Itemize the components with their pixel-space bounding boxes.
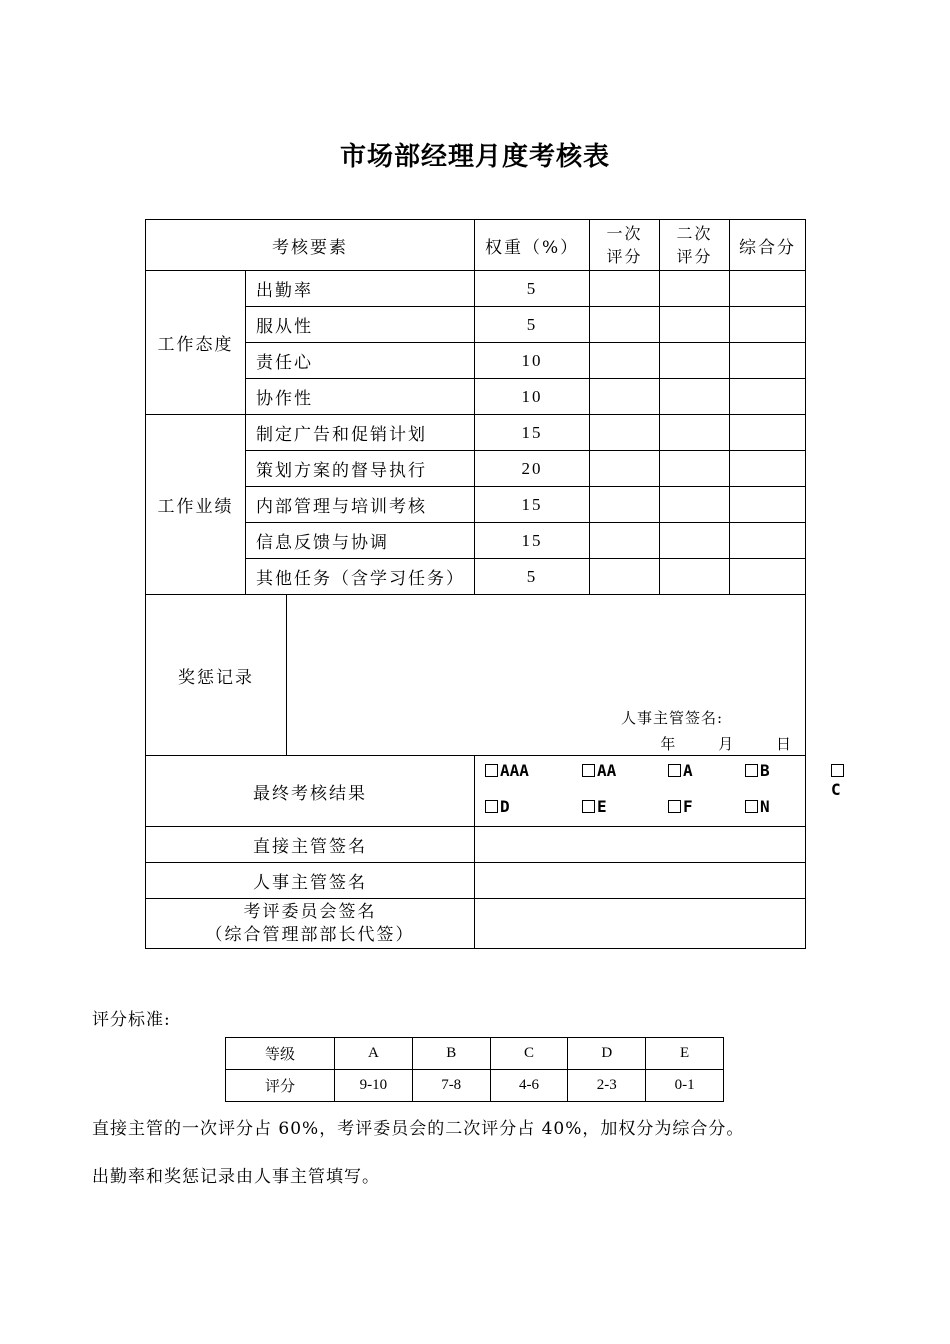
score-d: 2-3 bbox=[568, 1070, 646, 1102]
final-result-options bbox=[475, 756, 841, 827]
grade-header: 等级 bbox=[226, 1038, 335, 1070]
committee-sign-field[interactable] bbox=[475, 899, 806, 949]
committee-note: （综合管理部部长代签） bbox=[205, 924, 415, 945]
second-score-cell[interactable] bbox=[660, 523, 730, 559]
direct-supervisor-sign-field[interactable] bbox=[475, 827, 806, 863]
first-score-cell[interactable] bbox=[590, 307, 660, 343]
final-result-label: 最终考核结果 bbox=[146, 756, 475, 827]
first-score-cell[interactable] bbox=[590, 271, 660, 307]
option-aa[interactable]: AA bbox=[582, 761, 616, 780]
item-attendance: 出勤率 bbox=[246, 271, 475, 307]
second-score-cell[interactable] bbox=[660, 307, 730, 343]
page-title: 市场部经理月度考核表 bbox=[339, 142, 610, 172]
score-c: 4-6 bbox=[490, 1070, 568, 1102]
group-attitude: 工作态度 bbox=[146, 271, 246, 415]
year-label: 年 bbox=[660, 735, 676, 753]
committee-title: 考评委员会签名 bbox=[243, 901, 377, 922]
checkbox-icon[interactable] bbox=[582, 764, 595, 777]
option-c[interactable]: C bbox=[831, 761, 846, 799]
option-n[interactable]: N bbox=[745, 797, 770, 816]
note-weighting: 直接主管的一次评分占 60%，考评委员会的二次评分占 40%，加权分为综合分。 bbox=[92, 1119, 745, 1139]
checkbox-icon[interactable] bbox=[831, 764, 844, 777]
checkbox-icon[interactable] bbox=[668, 764, 681, 777]
checkbox-icon[interactable] bbox=[745, 800, 758, 813]
grade-standard-table bbox=[225, 1037, 724, 1102]
grade-d: D bbox=[568, 1038, 646, 1070]
item-cooperation: 协作性 bbox=[246, 379, 475, 415]
day-label: 日 bbox=[776, 735, 792, 753]
hr-supervisor-label: 人事主管签名 bbox=[146, 863, 475, 899]
second-score-cell[interactable] bbox=[660, 271, 730, 307]
weight-cell: 20 bbox=[475, 451, 590, 487]
second-score-cell[interactable] bbox=[660, 343, 730, 379]
first-score-cell[interactable] bbox=[590, 415, 660, 451]
grade-a: A bbox=[335, 1038, 413, 1070]
checkbox-icon[interactable] bbox=[668, 800, 681, 813]
header-weight: 权重（%） bbox=[475, 220, 590, 271]
reward-record-field[interactable] bbox=[287, 595, 806, 756]
note-attendance: 出勤率和奖惩记录由人事主管填写。 bbox=[92, 1167, 380, 1187]
first-score-cell[interactable] bbox=[590, 379, 660, 415]
header-second-score: 二次评分 bbox=[660, 220, 730, 271]
score-header: 评分 bbox=[226, 1070, 335, 1102]
checkbox-icon[interactable] bbox=[485, 764, 498, 777]
weight-cell: 15 bbox=[475, 487, 590, 523]
item-internal-management: 内部管理与培训考核 bbox=[246, 487, 475, 523]
group-performance: 工作业绩 bbox=[146, 415, 246, 595]
first-score-cell[interactable] bbox=[590, 559, 660, 595]
reward-label: 奖惩记录 bbox=[146, 595, 287, 756]
weight-cell: 15 bbox=[475, 415, 590, 451]
first-score-cell[interactable] bbox=[590, 451, 660, 487]
grade-c: C bbox=[490, 1038, 568, 1070]
hr-supervisor-sign-field[interactable] bbox=[475, 863, 806, 899]
header-first-score: 一次评分 bbox=[590, 220, 660, 271]
weight-cell: 5 bbox=[475, 271, 590, 307]
item-ad-plan: 制定广告和促销计划 bbox=[246, 415, 475, 451]
total-score-cell[interactable] bbox=[730, 523, 806, 559]
total-score-cell[interactable] bbox=[730, 559, 806, 595]
checkbox-icon[interactable] bbox=[745, 764, 758, 777]
first-score-cell[interactable] bbox=[590, 487, 660, 523]
total-score-cell[interactable] bbox=[730, 415, 806, 451]
second-score-cell[interactable] bbox=[660, 451, 730, 487]
grade-e: E bbox=[646, 1038, 724, 1070]
score-e: 0-1 bbox=[646, 1070, 724, 1102]
item-obedience: 服从性 bbox=[246, 307, 475, 343]
option-a[interactable]: A bbox=[668, 761, 693, 780]
second-score-cell[interactable] bbox=[660, 487, 730, 523]
second-score-cell[interactable] bbox=[660, 415, 730, 451]
month-label: 月 bbox=[718, 735, 734, 753]
total-score-cell[interactable] bbox=[730, 271, 806, 307]
committee-label bbox=[146, 899, 475, 949]
weight-cell: 10 bbox=[475, 379, 590, 415]
option-b[interactable]: B bbox=[745, 761, 770, 780]
standard-label: 评分标准: bbox=[92, 1010, 171, 1030]
weight-cell: 5 bbox=[475, 307, 590, 343]
first-score-cell[interactable] bbox=[590, 343, 660, 379]
header-total: 综合分 bbox=[730, 220, 806, 271]
item-responsibility: 责任心 bbox=[246, 343, 475, 379]
option-d[interactable]: D bbox=[485, 797, 510, 816]
item-other-tasks: 其他任务（含学习任务） bbox=[246, 559, 475, 595]
item-plan-execution: 策划方案的督导执行 bbox=[246, 451, 475, 487]
first-score-cell[interactable] bbox=[590, 523, 660, 559]
weight-cell: 15 bbox=[475, 523, 590, 559]
item-feedback: 信息反馈与协调 bbox=[246, 523, 475, 559]
direct-supervisor-label: 直接主管签名 bbox=[146, 827, 475, 863]
total-score-cell[interactable] bbox=[730, 451, 806, 487]
total-score-cell[interactable] bbox=[730, 343, 806, 379]
hr-sign-label: 人事主管签名: bbox=[620, 709, 724, 727]
score-a: 9-10 bbox=[335, 1070, 413, 1102]
header-item: 考核要素 bbox=[146, 220, 475, 271]
assessment-table bbox=[145, 219, 841, 949]
date-line bbox=[622, 733, 791, 754]
second-score-cell[interactable] bbox=[660, 379, 730, 415]
total-score-cell[interactable] bbox=[730, 379, 806, 415]
grade-b: B bbox=[412, 1038, 490, 1070]
option-e[interactable]: E bbox=[582, 797, 607, 816]
checkbox-icon[interactable] bbox=[485, 800, 498, 813]
score-b: 7-8 bbox=[412, 1070, 490, 1102]
total-score-cell[interactable] bbox=[730, 307, 806, 343]
total-score-cell[interactable] bbox=[730, 487, 806, 523]
option-aaa[interactable]: AAA bbox=[485, 761, 529, 780]
checkbox-icon[interactable] bbox=[582, 800, 595, 813]
second-score-cell[interactable] bbox=[660, 559, 730, 595]
option-f[interactable]: F bbox=[668, 797, 693, 816]
weight-cell: 10 bbox=[475, 343, 590, 379]
weight-cell: 5 bbox=[475, 559, 590, 595]
